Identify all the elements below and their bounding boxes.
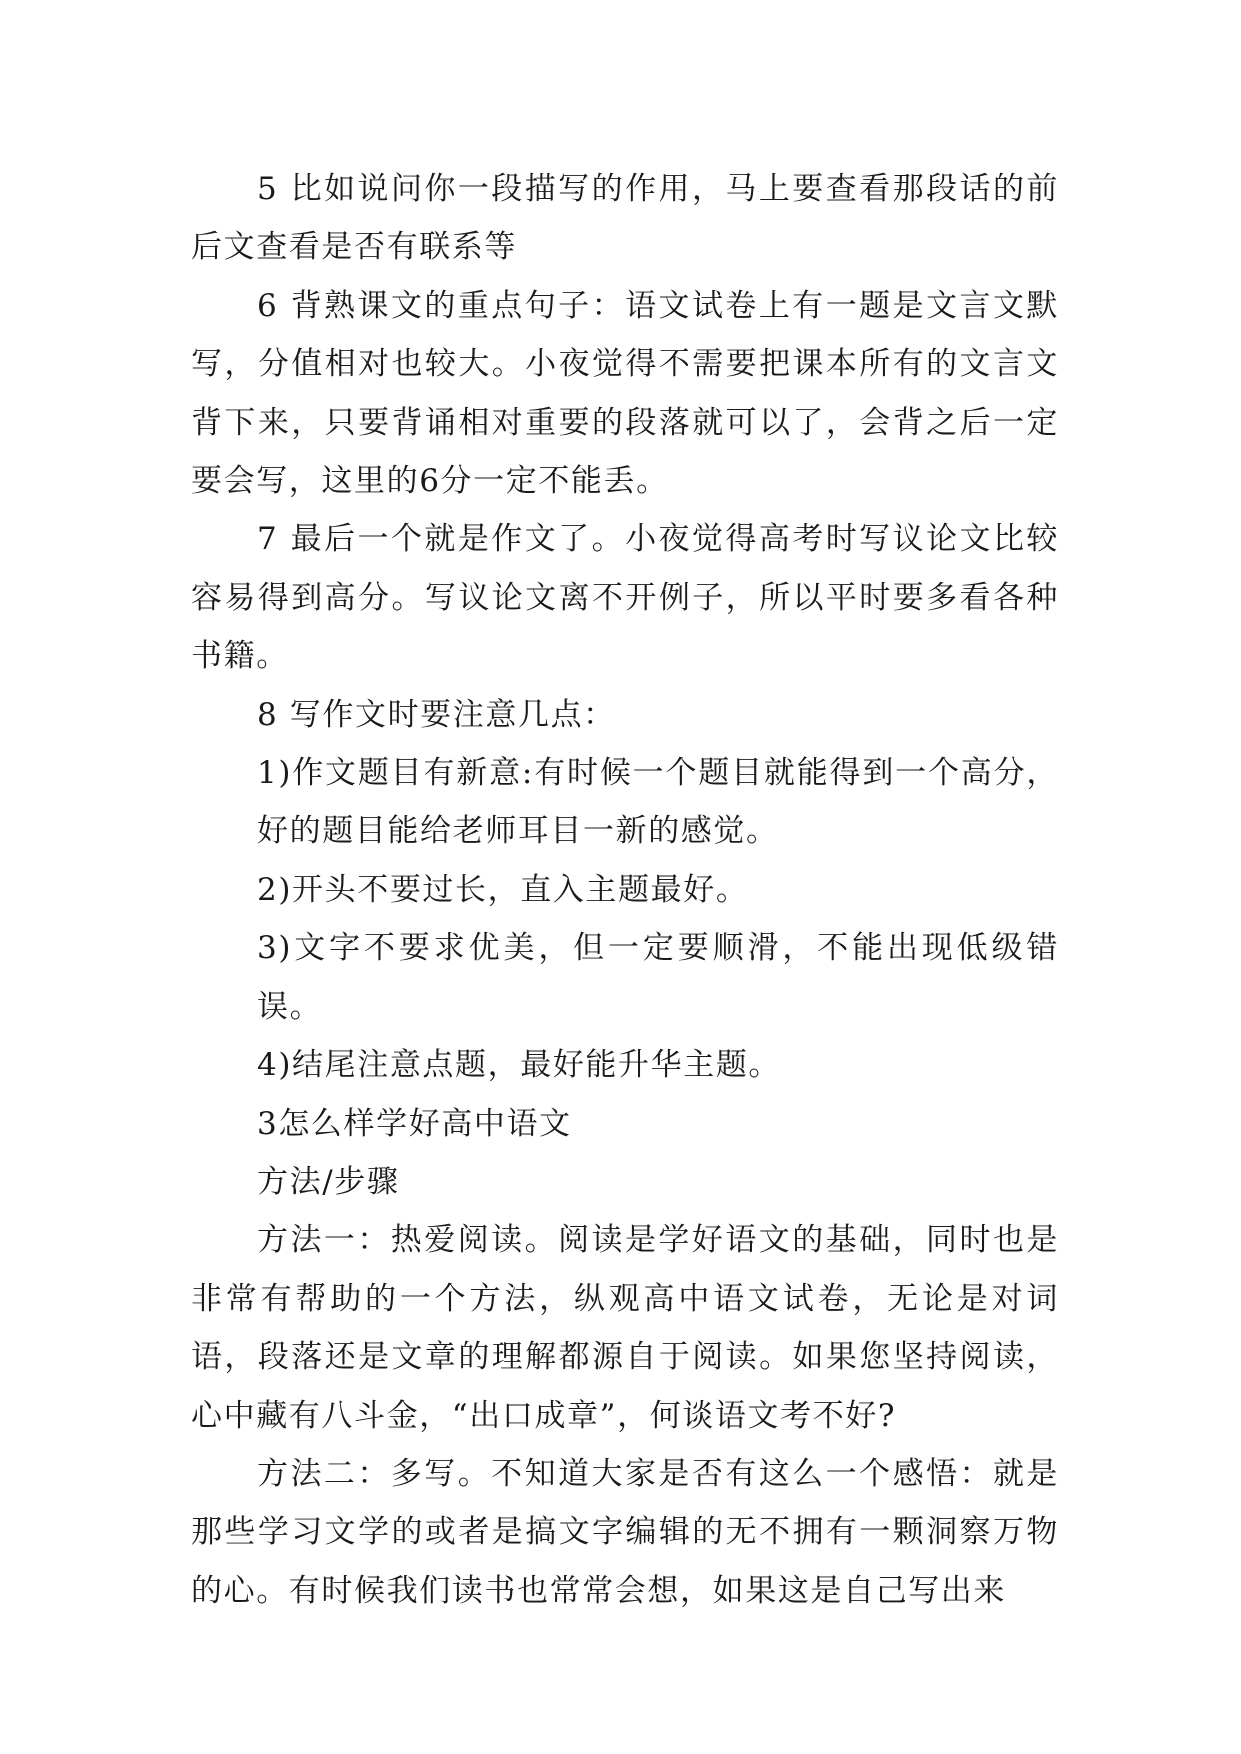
paragraph-method-reading: 方法一：热爱阅读。阅读是学好语文的基础，同时也是非常有帮助的一个方法，纵观高中语文试卷，无论是对词语，段落还是文章的理解都源自于阅读。如果您坚持阅读，心中藏有八斗金，“出口成章”，何谈语文考不好?	[191, 1222, 1059, 1434]
paragraph-describe-function: 5 比如说问你一段描写的作用，马上要查看那段话的前后文查看是否有联系等	[191, 171, 1059, 266]
list-item-wording: 3)文字不要求优美，但一定要顺滑，不能出现低级错误。	[257, 930, 1059, 1025]
section-heading: 3怎么样学好高中语文	[257, 1105, 572, 1142]
paragraph-essay: 7 最后一个就是作文了。小夜觉得高考时写议论文比较容易得到高分。写议论文离不开例子，所以平时要多看各种书籍。	[191, 521, 1059, 675]
paragraph-method-writing: 方法二：多写。不知道大家是否有这么一个感悟：就是那些学习文学的或者是搞文字编辑的无不拥有一颗洞察万物的心。有时候我们读书也常常会想，如果这是自己写出来	[191, 1455, 1059, 1609]
subheading-methods: 方法/步骤	[257, 1163, 400, 1200]
list-item-title-novelty: 1)作文题目有新意:有时候一个题目就能得到一个高分，好的题目能给老师耳目一新的感觉。	[257, 755, 1059, 850]
list-item-ending: 4)结尾注意点题，最好能升华主题。	[257, 1047, 782, 1084]
document-body	[191, 160, 1059, 1620]
list-item-opening: 2)开头不要过长，直入主题最好。	[257, 871, 749, 908]
paragraph-essay-notes-heading: 8 写作文时要注意几点：	[257, 696, 616, 733]
paragraph-memorize-sentences: 6 背熟课文的重点句子：语文试卷上有一题是文言文默写，分值相对也较大。小夜觉得不需要把课本所有的文言文背下来，只要背诵相对重要的段落就可以了，会背之后一定要会写，这里的6分一定不能丢。	[191, 287, 1059, 500]
